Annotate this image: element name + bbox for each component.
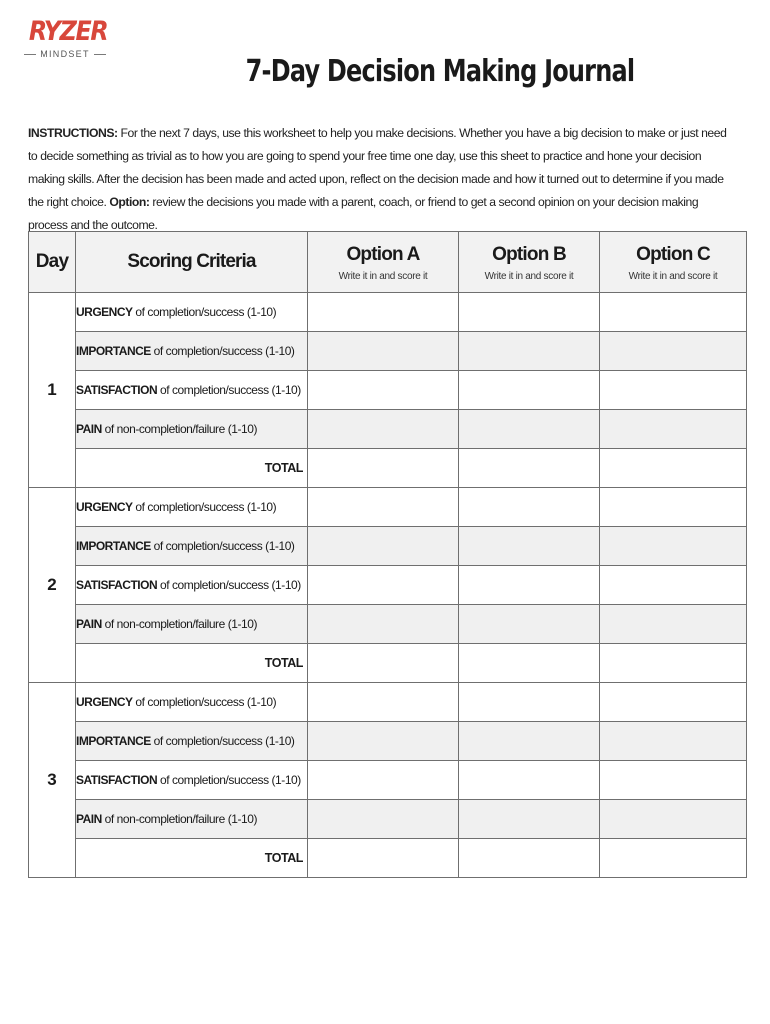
score-cell-option-a-importance[interactable] <box>308 722 459 761</box>
header-option-b <box>459 232 600 293</box>
logo-brand: RYZER <box>28 16 108 47</box>
criteria-description: of non-completion/failure (1-10) <box>101 812 258 826</box>
table-row <box>29 527 747 566</box>
criteria-name: SATISFACTION <box>76 773 158 787</box>
criteria-importance <box>76 722 308 761</box>
score-cell-option-b-urgency[interactable] <box>459 293 600 332</box>
table-header-row <box>29 232 747 293</box>
table-row <box>29 644 747 683</box>
criteria-urgency <box>76 488 308 527</box>
score-cell-option-b-urgency[interactable] <box>459 488 600 527</box>
criteria-description: of completion/success (1-10) <box>157 578 301 592</box>
table-row <box>29 566 747 605</box>
criteria-pain <box>76 800 308 839</box>
criteria-urgency <box>76 683 308 722</box>
table-row <box>29 488 747 527</box>
option-a-subtitle: Write it in and score it <box>338 270 428 282</box>
option-text: review the decisions you made with a parent, coach, or friend to get a second opinion on your decision making process and the outcome. <box>28 195 699 232</box>
day-number: 1 <box>29 293 76 488</box>
score-cell-option-a-importance[interactable] <box>308 332 459 371</box>
day-number: 2 <box>29 488 76 683</box>
score-cell-option-a-pain[interactable] <box>308 800 459 839</box>
score-cell-option-a-total[interactable] <box>308 839 459 878</box>
table-row <box>29 410 747 449</box>
header-scoring-criteria: Scoring Criteria <box>76 232 308 293</box>
criteria-name: IMPORTANCE <box>76 539 151 553</box>
criteria-satisfaction <box>76 566 308 605</box>
criteria-name: URGENCY <box>76 305 133 319</box>
score-cell-option-b-pain[interactable] <box>459 410 600 449</box>
option-c-subtitle: Write it in and score it <box>628 270 718 282</box>
criteria-description: of completion/success (1-10) <box>132 305 277 319</box>
score-cell-option-b-importance[interactable] <box>459 332 600 371</box>
criteria-pain <box>76 605 308 644</box>
score-cell-option-b-satisfaction[interactable] <box>459 761 600 800</box>
criteria-name: URGENCY <box>76 695 133 709</box>
criteria-description: of completion/success (1-10) <box>132 695 277 709</box>
score-cell-option-c-pain[interactable] <box>600 800 747 839</box>
score-cell-option-b-total[interactable] <box>459 839 600 878</box>
table-row <box>29 839 747 878</box>
option-a-title: Option A <box>346 243 420 265</box>
score-cell-option-c-urgency[interactable] <box>600 683 747 722</box>
score-cell-option-a-satisfaction[interactable] <box>308 371 459 410</box>
criteria-description: of non-completion/failure (1-10) <box>101 422 258 436</box>
table-row <box>29 683 747 722</box>
page-title: 7-Day Decision Making Journal <box>245 54 635 89</box>
day-number: 3 <box>29 683 76 878</box>
criteria-description: of completion/success (1-10) <box>157 383 301 397</box>
score-cell-option-a-satisfaction[interactable] <box>308 566 459 605</box>
score-cell-option-b-importance[interactable] <box>459 722 600 761</box>
criteria-name: PAIN <box>76 812 102 826</box>
criteria-description: of completion/success (1-10) <box>150 734 295 748</box>
score-cell-option-a-urgency[interactable] <box>308 488 459 527</box>
logo-rule-left <box>24 54 36 55</box>
option-b-title: Option B <box>492 243 566 265</box>
ryzer-mindset-logo <box>24 18 106 59</box>
table-row <box>29 371 747 410</box>
option-label: Option: <box>109 195 150 209</box>
total-label: TOTAL <box>76 644 308 683</box>
score-cell-option-a-pain[interactable] <box>308 605 459 644</box>
header-option-c <box>600 232 747 293</box>
criteria-description: of non-completion/failure (1-10) <box>101 617 258 631</box>
table-row <box>29 293 747 332</box>
criteria-description: of completion/success (1-10) <box>150 539 295 553</box>
option-c-title: Option C <box>636 243 710 265</box>
score-cell-option-b-satisfaction[interactable] <box>459 566 600 605</box>
criteria-description: of completion/success (1-10) <box>132 500 277 514</box>
score-cell-option-b-total[interactable] <box>459 644 600 683</box>
criteria-satisfaction <box>76 371 308 410</box>
score-cell-option-c-importance[interactable] <box>600 722 747 761</box>
score-cell-option-b-pain[interactable] <box>459 605 600 644</box>
option-b-subtitle: Write it in and score it <box>484 270 574 282</box>
score-cell-option-a-pain[interactable] <box>308 410 459 449</box>
score-cell-option-b-pain[interactable] <box>459 800 600 839</box>
score-cell-option-b-importance[interactable] <box>459 527 600 566</box>
criteria-name: PAIN <box>76 617 102 631</box>
score-cell-option-c-importance[interactable] <box>600 527 747 566</box>
score-cell-option-c-pain[interactable] <box>600 410 747 449</box>
criteria-description: of completion/success (1-10) <box>150 344 295 358</box>
criteria-satisfaction <box>76 761 308 800</box>
score-cell-option-c-importance[interactable] <box>600 332 747 371</box>
score-cell-option-b-satisfaction[interactable] <box>459 371 600 410</box>
table-row <box>29 605 747 644</box>
score-cell-option-c-satisfaction[interactable] <box>600 566 747 605</box>
instructions-paragraph <box>28 122 738 237</box>
logo-rule-right <box>94 54 106 55</box>
score-cell-option-c-urgency[interactable] <box>600 488 747 527</box>
score-cell-option-c-pain[interactable] <box>600 605 747 644</box>
score-cell-option-c-total[interactable] <box>600 839 747 878</box>
score-cell-option-b-urgency[interactable] <box>459 683 600 722</box>
table-row <box>29 761 747 800</box>
score-cell-option-c-total[interactable] <box>600 449 747 488</box>
table-row <box>29 722 747 761</box>
criteria-pain <box>76 410 308 449</box>
score-cell-option-c-total[interactable] <box>600 644 747 683</box>
criteria-name: SATISFACTION <box>76 578 158 592</box>
criteria-description: of completion/success (1-10) <box>157 773 301 787</box>
criteria-importance <box>76 332 308 371</box>
score-cell-option-a-total[interactable] <box>308 644 459 683</box>
criteria-name: IMPORTANCE <box>76 734 151 748</box>
score-cell-option-a-importance[interactable] <box>308 527 459 566</box>
score-cell-option-a-urgency[interactable] <box>308 293 459 332</box>
decision-journal-table <box>28 231 747 878</box>
total-label: TOTAL <box>76 449 308 488</box>
criteria-importance <box>76 527 308 566</box>
logo-subtitle-text: MINDSET <box>40 49 90 59</box>
instructions-text: For the next 7 days, use this worksheet to help you make decisions. Whether you have a big decision to make or just need to decide something as trivial as to how you are going to spend your free time one day, use this sheet to practice and hone your decision making skills. After the decision has been made and acted upon, reflect on the decision made and how it turned out to determine if you made the right choice. <box>28 126 727 209</box>
table-row <box>29 449 747 488</box>
total-label: TOTAL <box>76 839 308 878</box>
header-option-a <box>308 232 459 293</box>
logo-subtitle <box>24 49 106 59</box>
criteria-name: IMPORTANCE <box>76 344 151 358</box>
criteria-name: SATISFACTION <box>76 383 158 397</box>
header-day: Day <box>29 232 76 293</box>
score-cell-option-c-urgency[interactable] <box>600 293 747 332</box>
criteria-urgency <box>76 293 308 332</box>
score-cell-option-c-satisfaction[interactable] <box>600 761 747 800</box>
instructions-label: INSTRUCTIONS: <box>28 126 118 140</box>
table-row <box>29 800 747 839</box>
score-cell-option-b-total[interactable] <box>459 449 600 488</box>
table-row <box>29 332 747 371</box>
score-cell-option-c-satisfaction[interactable] <box>600 371 747 410</box>
criteria-name: PAIN <box>76 422 102 436</box>
score-cell-option-a-urgency[interactable] <box>308 683 459 722</box>
score-cell-option-a-satisfaction[interactable] <box>308 761 459 800</box>
criteria-name: URGENCY <box>76 500 133 514</box>
score-cell-option-a-total[interactable] <box>308 449 459 488</box>
